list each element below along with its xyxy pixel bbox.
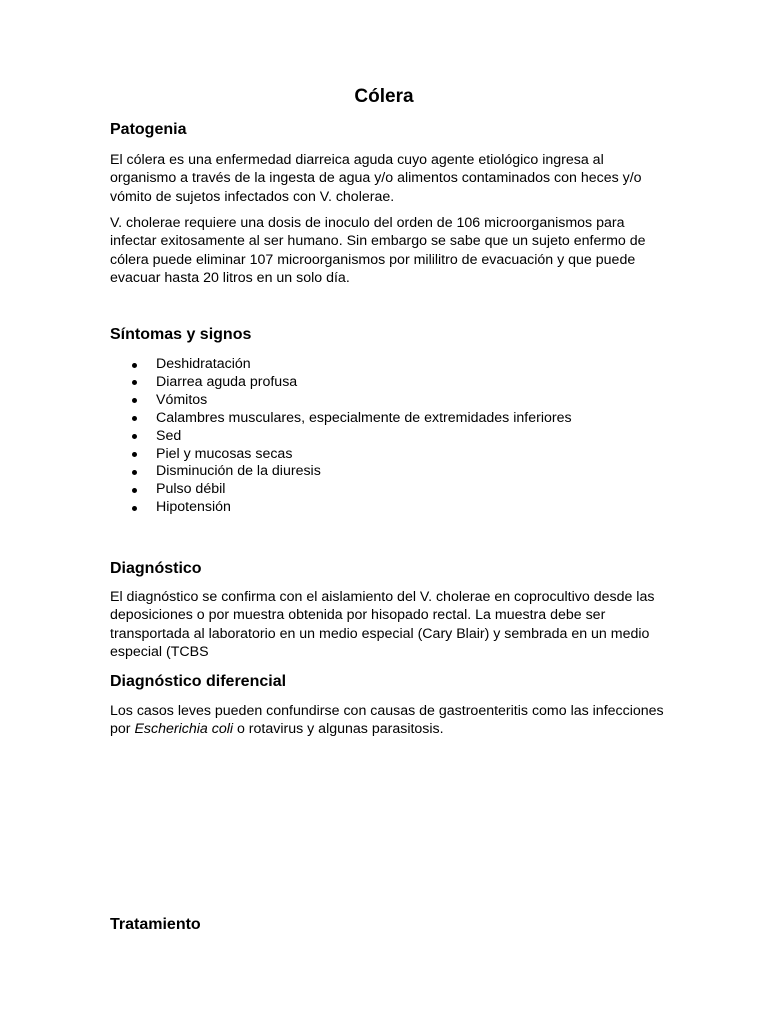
section-heading-diagnostico-diferencial: Diagnóstico diferencial [110,673,287,690]
list-item: Diarrea aguda profusa [110,374,572,392]
list-item: Pulso débil [110,481,572,499]
list-item: Vómitos [110,392,572,410]
bullet-icon [132,506,137,511]
bullet-icon [132,363,137,368]
list-item: Disminución de la diuresis [110,463,572,481]
list-item: Sed [110,428,572,446]
section-heading-diagnostico: Diagnóstico [110,560,202,577]
list-item: Calambres musculares, especialmente de extremidades inferiores [110,410,572,428]
diagnostico-diferencial-paragraph: Los casos leves pueden confundirse con causas de gastroenteritis como las infecciones por Escherichia coli o rotavirus y algunas parasitosis. [110,703,664,738]
bullet-icon [132,380,137,385]
symptom-list [110,356,572,517]
bullet-icon [132,470,137,475]
diagnostico-paragraph: El diagnóstico se confirma con el aislamiento del V. cholerae en coprocultivo desde las deposiciones o por muestra obtenida por hisopado rectal. La muestra debe ser transportada al laboratorio en un medio especial (Cary Blair) y sembrada en un medio especial (TCBS [110,589,655,660]
bullet-icon [132,452,137,457]
species-name: Escherichia coli [134,721,234,738]
bullet-icon [132,416,137,421]
section-heading-sintomas: Síntomas y signos [110,326,252,343]
bullet-icon [132,434,137,439]
section-heading-patogenia: Patogenia [110,121,187,138]
bullet-icon [132,398,137,403]
bullet-icon [132,488,137,493]
patogenia-paragraph-1: El cólera es una enfermedad diarreica aguda cuyo agente etiológico ingresa al organismo a través de la ingesta de agua y/o alimentos contaminados con heces y/o vómito de sujetos infectados con V. cholerae. [110,152,642,205]
list-item: Piel y mucosas secas [110,446,572,464]
list-item: Hipotensión [110,499,572,517]
document-title: Cólera [354,86,414,107]
section-heading-tratamiento: Tratamiento [110,916,201,933]
list-item: Deshidratación [110,356,572,374]
patogenia-paragraph-2: V. cholerae requiere una dosis de inoculo del orden de 106 microorganismos para infectar exitosamente al ser humano. Sin embargo se sabe que un sujeto enfermo de cólera puede eliminar 107 microorganismos por mililitro de evacuación y que puede evacuar hasta 20 litros en un solo día. [110,215,646,286]
